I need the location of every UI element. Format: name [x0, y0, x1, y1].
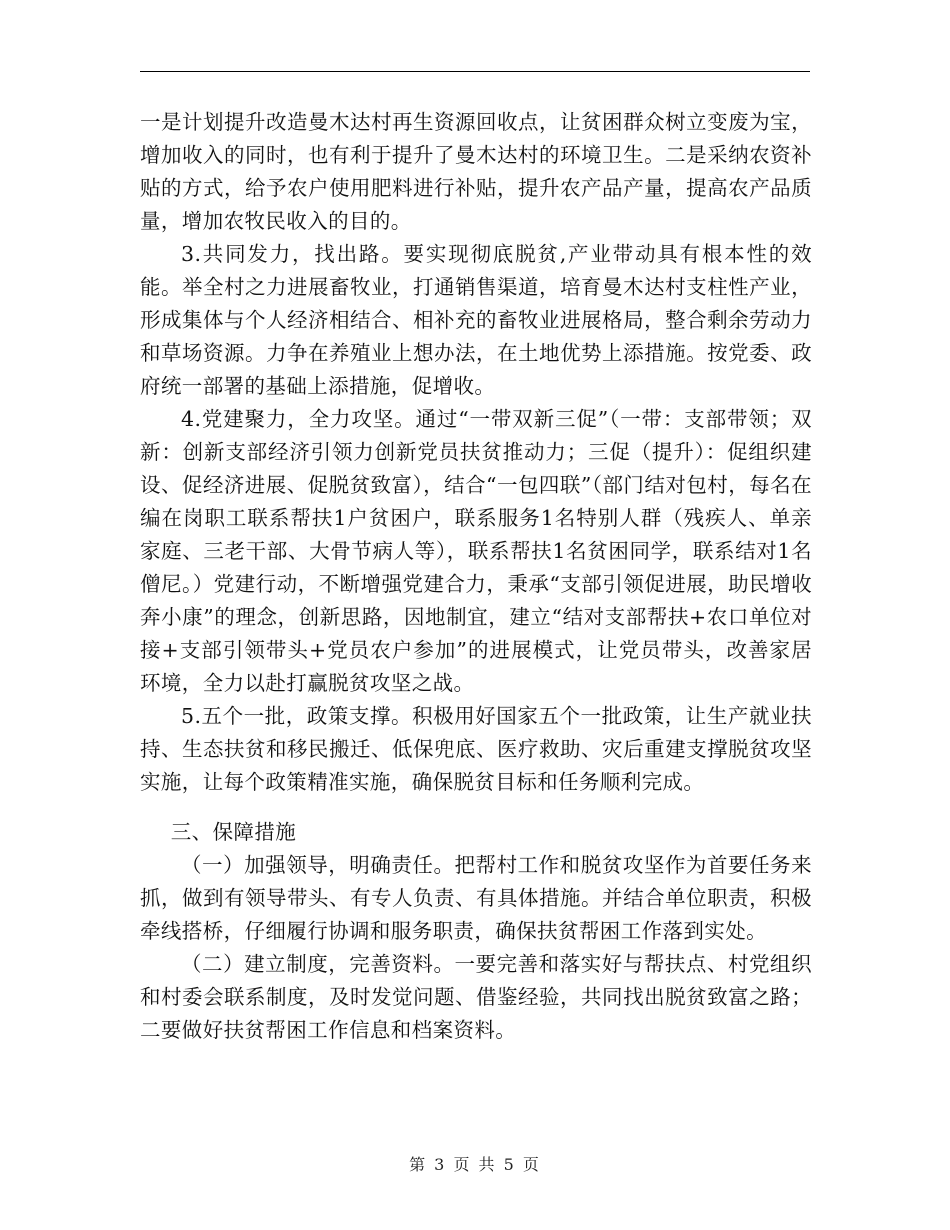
document-body — [140, 106, 812, 1047]
paragraph-section-2: （二）建立制度，完善资料。一要完善和落实好与帮扶点、村党组织和村委会联系制度，及时发觉问题、借鉴经验，共同找出脱贫致富之路；二要做好扶贫帮困工作信息和档案资料。 — [140, 952, 812, 1042]
paragraph-item-4: 4.党建聚力，全力攻坚。通过“一带双新三促”（一带：支部带领；双新：创新支部经济引领力创新党员扶贫推动力；三促（提升）：促组织建设、促经济进展、促脱贫致富），结合“一包四联”（部门结对包村，每名在编在岗职工联系帮扶1户贫困户，联系服务1名特别人群（残疾人、单亲家庭、三老干部、大骨节病人等），联系帮扶1名贫困同学，联系结对1名僧尼。）党建行动，不断增强党建合力，秉承“支部引领促进展，助民增收奔小康”的理念，创新思路，因地制宜，建立“结对支部帮扶+农口单位对接+支部引领带头+党员农户参加”的进展模式，让党员带头，改善家居环境，全力以赴打赢脱贫攻坚之战。 — [140, 407, 812, 695]
paragraph-item-5: 5.五个一批，政策支撑。积极用好国家五个一批政策，让生产就业扶持、生态扶贫和移民搬迁、低保兜底、医疗救助、灾后重建支撑脱贫攻坚实施，让每个政策精准实施，确保脱贫目标和任务顺利完成。 — [140, 704, 812, 794]
header-rule — [140, 71, 810, 72]
section-heading: 三、保障措施 — [170, 820, 297, 844]
paragraph-section-1: （一）加强领导，明确责任。把帮村工作和脱贫攻坚作为首要任务来抓，做到有领导带头、有专人负责、有具体措施。并结合单位职责，积极牵线搭桥，仔细履行协调和服务职责，确保扶贫帮困工作落到实处。 — [140, 853, 812, 943]
paragraph-continuation: 一是计划提升改造曼木达村再生资源回收点，让贫困群众树立变废为宝，增加收入的同时，也有利于提升了曼木达村的环境卫生。二是采纳农资补贴的方式，给予农户使用肥料进行补贴，提升农产品产量，提高农产品质量，增加农牧民收入的目的。 — [140, 110, 812, 233]
paragraph-item-3: 3.共同发力，找出路。要实现彻底脱贫,产业带动具有根本性的效能。举全村之力进展畜牧业，打通销售渠道，培育曼木达村支柱性产业，形成集体与个人经济相结合、相补充的畜牧业进展格局，整合剩余劳动力和草场资源。力争在养殖业上想办法，在土地优势上添措施。按党委、政府统一部署的基础上添措施，促增收。 — [140, 242, 812, 398]
page-number-footer: 第 3 页 共 5 页 — [409, 1155, 541, 1174]
